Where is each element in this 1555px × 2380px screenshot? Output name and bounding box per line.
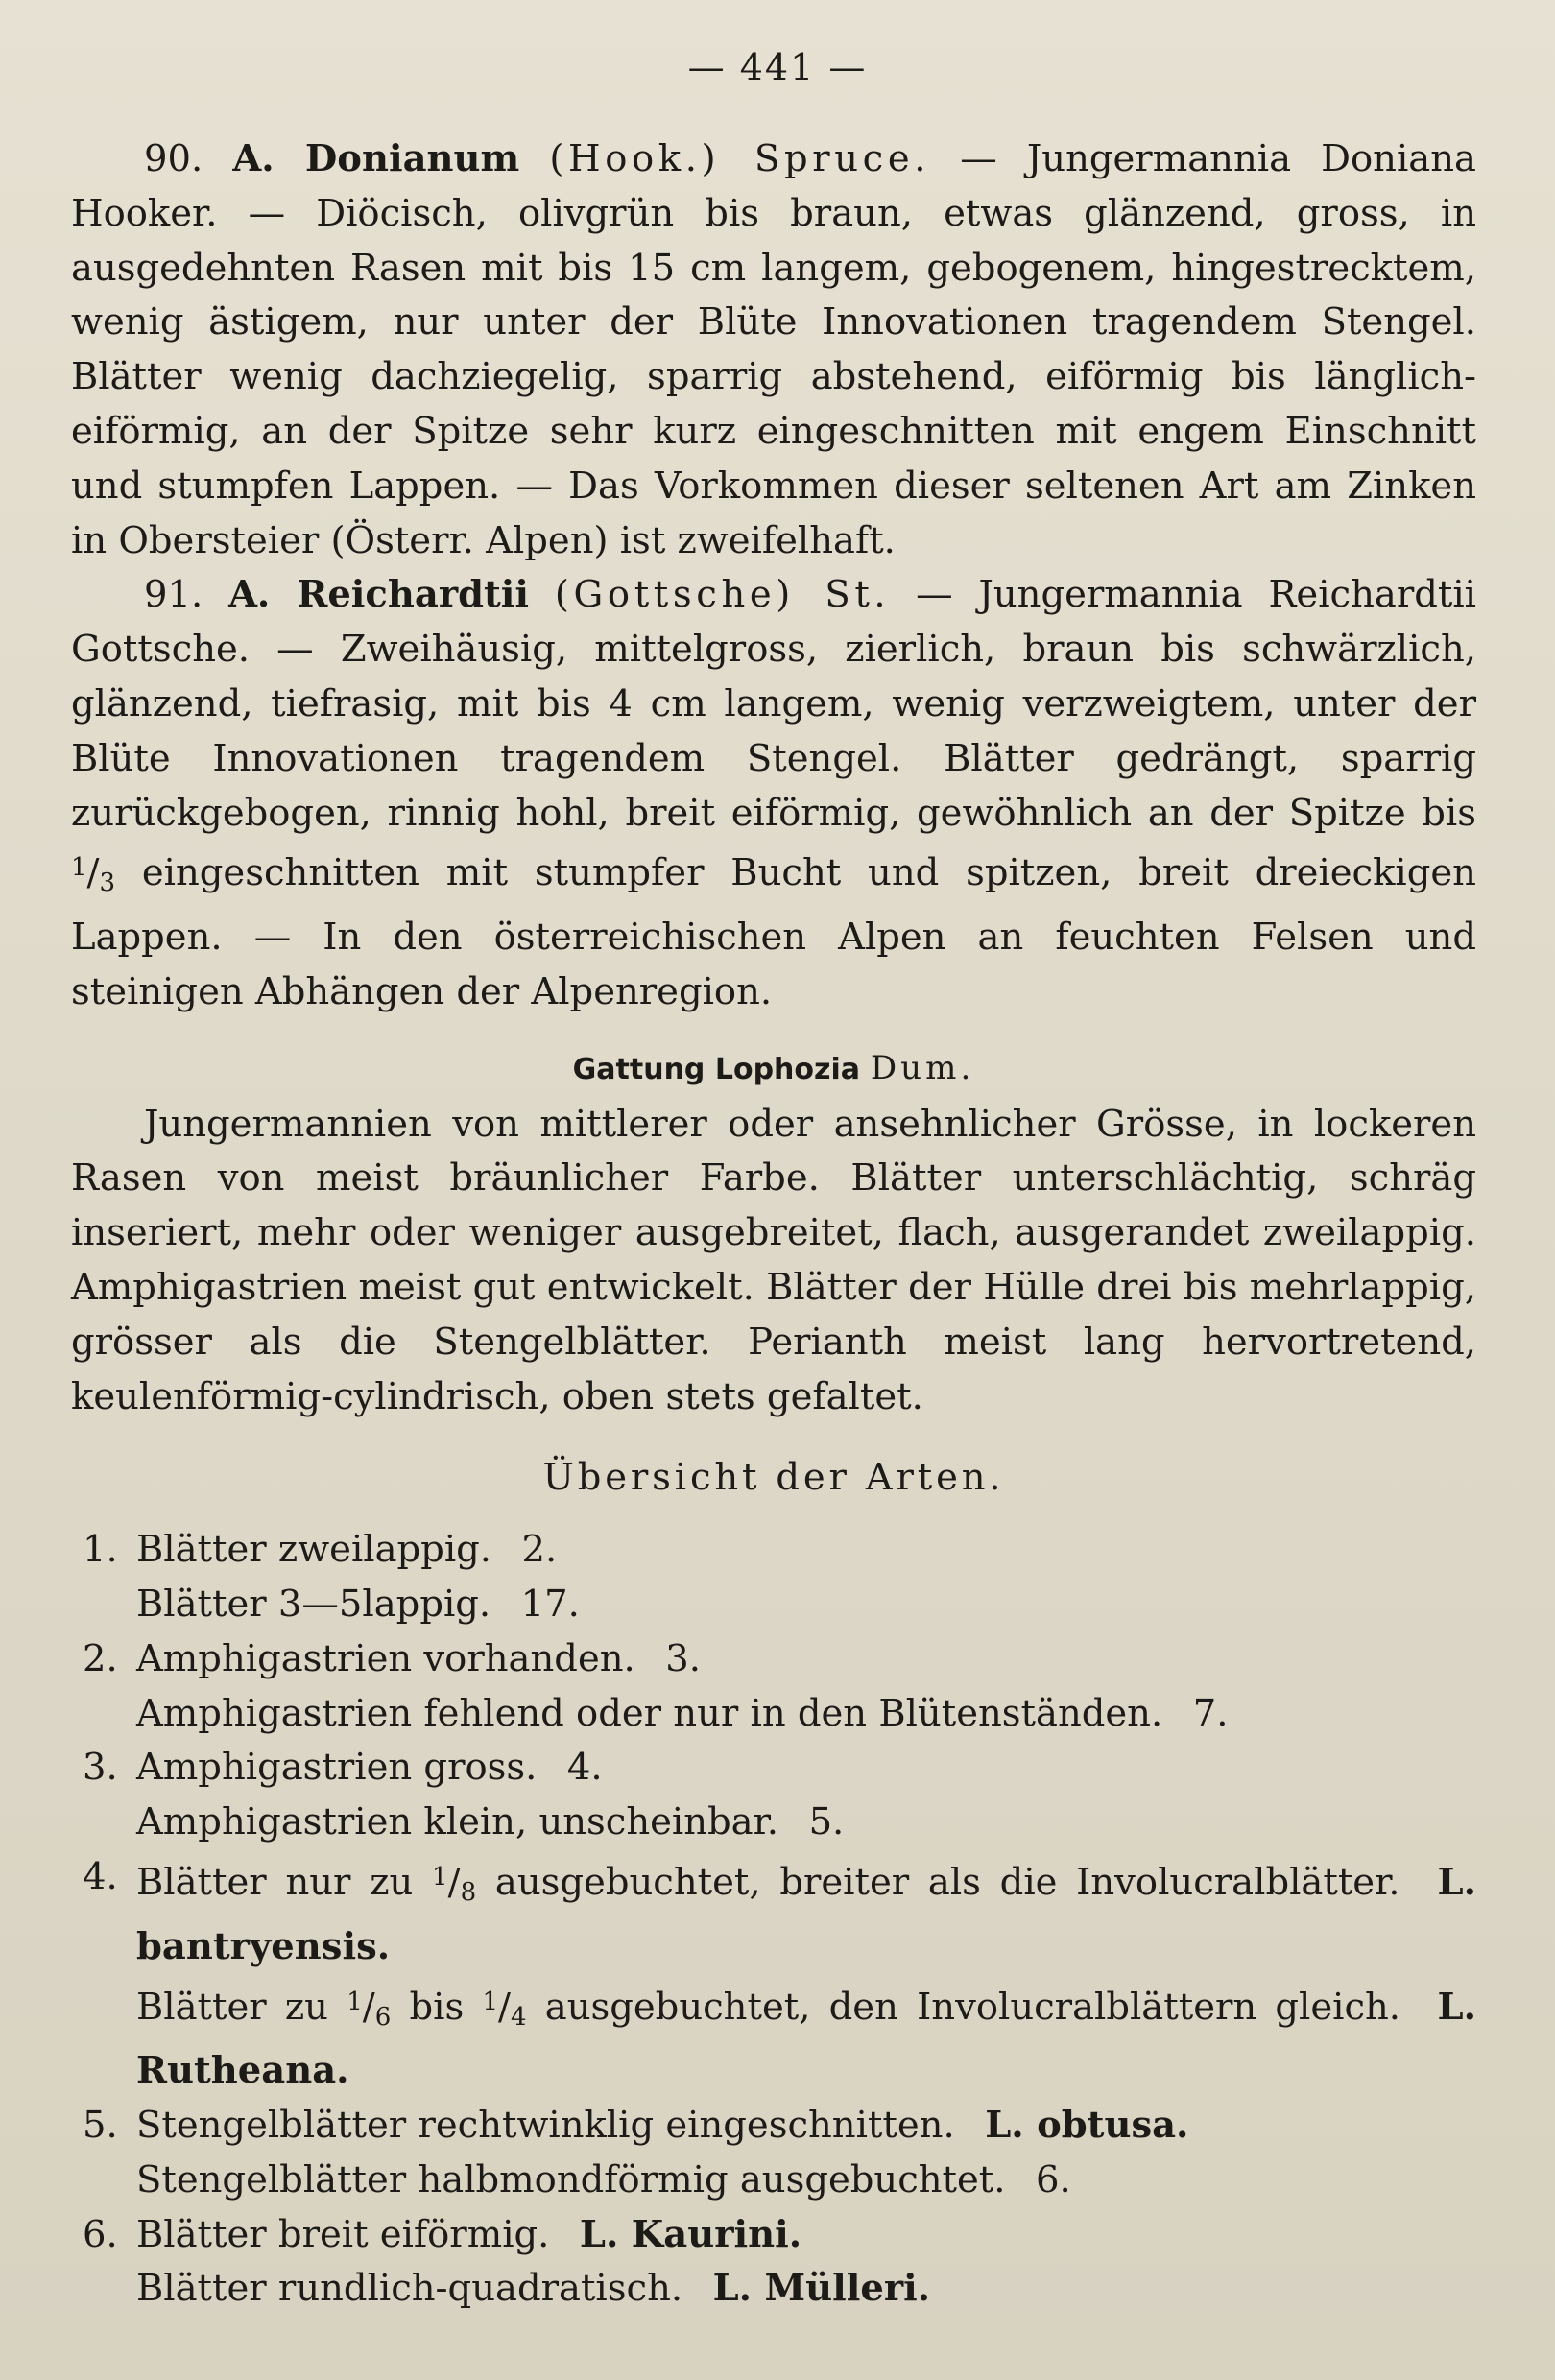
- species-90-name: A. Donianum: [232, 137, 520, 180]
- genus-description: Jungermannien von mittlerer oder ansehnlicher Grösse, in lockeren Rasen von meist bräunlicher Farbe. Blätter unterschlächtig, schräg inseriert, mehr oder weniger ausgebreitet, flach, ausgerandet zweilappig. Amphigastrien meist gut entwickelt. Blätter der Hülle drei bis mehrlappig, grösser als die Stengelblätter. Perianth meist lang hervortretend, keulenförmig-cylindrisch, oben stets gefaltet.: [71, 1102, 1476, 1418]
- key-fraction-num: 1: [482, 1987, 498, 2016]
- key-fraction-den: 6: [374, 2002, 392, 2032]
- genus-name: Gattung Lophozia: [572, 1052, 860, 1086]
- key-text: Blätter nur zu: [136, 1860, 414, 1904]
- key-text: ausgebuchtet, breiter als die Involucralblätter.: [494, 1860, 1400, 1904]
- key-text: Amphigastrien fehlend oder nur in den Blütenständen.: [136, 1691, 1163, 1735]
- key-species-name: L. obtusa.: [985, 2104, 1189, 2148]
- species-91-text-b: eingeschnitten mit stumpfer Bucht und spitzen, breit dreieckigen Lappen. — In den österreichischen Alpen an feuchten Felsen und steinigen Abhängen der Alpenregion.: [71, 851, 1476, 1013]
- species-90-number: 90.: [144, 137, 203, 180]
- key-entry: [71, 1687, 1476, 1742]
- key-text: bis: [409, 1985, 465, 2029]
- key-text: Amphigastrien gross.: [136, 1746, 538, 1790]
- key-number: 3.: [83, 1746, 118, 1790]
- key-fraction: $^1$/4: [482, 1985, 527, 2032]
- key-fraction: $^1$/8: [432, 1860, 477, 1907]
- key-reference: 6.: [1036, 2157, 1071, 2202]
- key-entry: [71, 2099, 1476, 2154]
- key-fraction-num: 1: [432, 1862, 448, 1892]
- species-91-text-a: — Jungermannia Reichardtii Gottsche. — Zweihäusig, mittelgross, zierlich, braun bis schwärzlich, glänzend, tiefrasig, mit bis 4 cm langem, wenig verzweigtem, unter der Blüte Innovationen tragendem Stengel. Blätter gedrängt, sparrig zurückgebogen, rinnig hohl, breit eiförmig, gewöhnlich an der Spitze bis: [71, 573, 1476, 835]
- species-91-author: (Gottsche) St.: [554, 573, 891, 617]
- key-entry: [71, 1632, 1476, 1687]
- species-91-name: A. Reichardtii: [228, 573, 530, 617]
- key-text: Blätter breit eiförmig.: [136, 2212, 550, 2256]
- key-text: Amphigastrien vorhanden.: [136, 1636, 635, 1680]
- species-91-entry: [71, 568, 1476, 1019]
- key-text: Stengelblätter rechtwinklig eingeschnitten.: [136, 2104, 955, 2148]
- key-fraction: $^1$/6: [347, 1985, 392, 2032]
- species-91-fraction: $^1$/3: [71, 851, 116, 898]
- key-fraction-den: 4: [510, 2002, 527, 2032]
- key-number: 6.: [83, 2212, 118, 2256]
- key-species-name: L. Mülleri.: [712, 2267, 931, 2311]
- key-number: 4.: [83, 1854, 118, 1898]
- key-entry: [71, 1975, 1476, 2100]
- key-text: ausgebuchtet, den Involucralblättern gleich.: [544, 1985, 1401, 2029]
- key-entry: [71, 2154, 1476, 2208]
- key-number: 1.: [83, 1528, 118, 1572]
- key-entry: [71, 1741, 1476, 1796]
- species-90-entry: [71, 132, 1476, 568]
- key-reference: 17.: [520, 1582, 580, 1626]
- species-90-text: — Jungermannia Doniana Hooker. — Diöcisch, olivgrün bis braun, etwas glänzend, gross, in ausgedehnten Rasen mit bis 15 cm langem, gebogenem, hingestrecktem, wenig ästigem, nur unter der Blüte Innovationen tragendem Stengel. Blätter wenig dachziegelig, sparrig abstehend, eiförmig bis länglich-eiförmig, an der Spitze sehr kurz eingeschnitten mit engem Einschnitt und stumpfen Lappen. — Das Vorkommen dieser seltenen Art am Zinken in Obersteier (Österr. Alpen) ist zweifelhaft.: [71, 137, 1476, 562]
- key-text: Amphigastrien klein, unscheinbar.: [136, 1800, 779, 1844]
- key-text: Blätter zu: [136, 1985, 328, 2029]
- key-species-name: L. Kaurini.: [579, 2212, 802, 2256]
- key-reference: 7.: [1192, 1691, 1229, 1735]
- genus-heading: [71, 1041, 1476, 1098]
- key-text: Blätter 3—5lappig.: [136, 1582, 491, 1626]
- key-entry: [71, 2208, 1476, 2263]
- key-species-name: L. Rutheana.: [136, 1985, 1476, 2093]
- species-91-number: 91.: [144, 573, 203, 617]
- genus-author: Dum.: [870, 1048, 975, 1087]
- key-entry: [71, 1578, 1476, 1632]
- key-entry: [71, 1850, 1476, 1975]
- key-entry: [71, 2262, 1476, 2317]
- key-entry: [71, 1796, 1476, 1850]
- key-species-name: L. bantryensis.: [136, 1860, 1476, 1968]
- overview-title: Übersicht der Arten.: [542, 1456, 1005, 1500]
- species-90-author: (Hook.) Spruce.: [549, 137, 931, 180]
- key-fraction-num: 1: [347, 1987, 363, 2016]
- key-reference: 5.: [808, 1800, 845, 1844]
- key-entry: [71, 1523, 1476, 1578]
- key-text: Blätter rundlich-quadratisch.: [136, 2267, 683, 2311]
- key-reference: 3.: [665, 1636, 702, 1680]
- key-text: Blätter zweilappig.: [136, 1528, 492, 1572]
- key-number: 5.: [83, 2104, 118, 2148]
- key-reference: 4.: [566, 1746, 603, 1790]
- key-fraction-den: 8: [460, 1877, 477, 1907]
- page-body: [71, 132, 1476, 2317]
- key-text: Stengelblätter halbmondförmig ausgebuchtet.: [136, 2157, 1006, 2202]
- key-list: [71, 1523, 1476, 2317]
- key-number: 2.: [83, 1636, 118, 1680]
- key-reference: 2.: [521, 1528, 558, 1572]
- page-number: — 441 —: [687, 46, 868, 88]
